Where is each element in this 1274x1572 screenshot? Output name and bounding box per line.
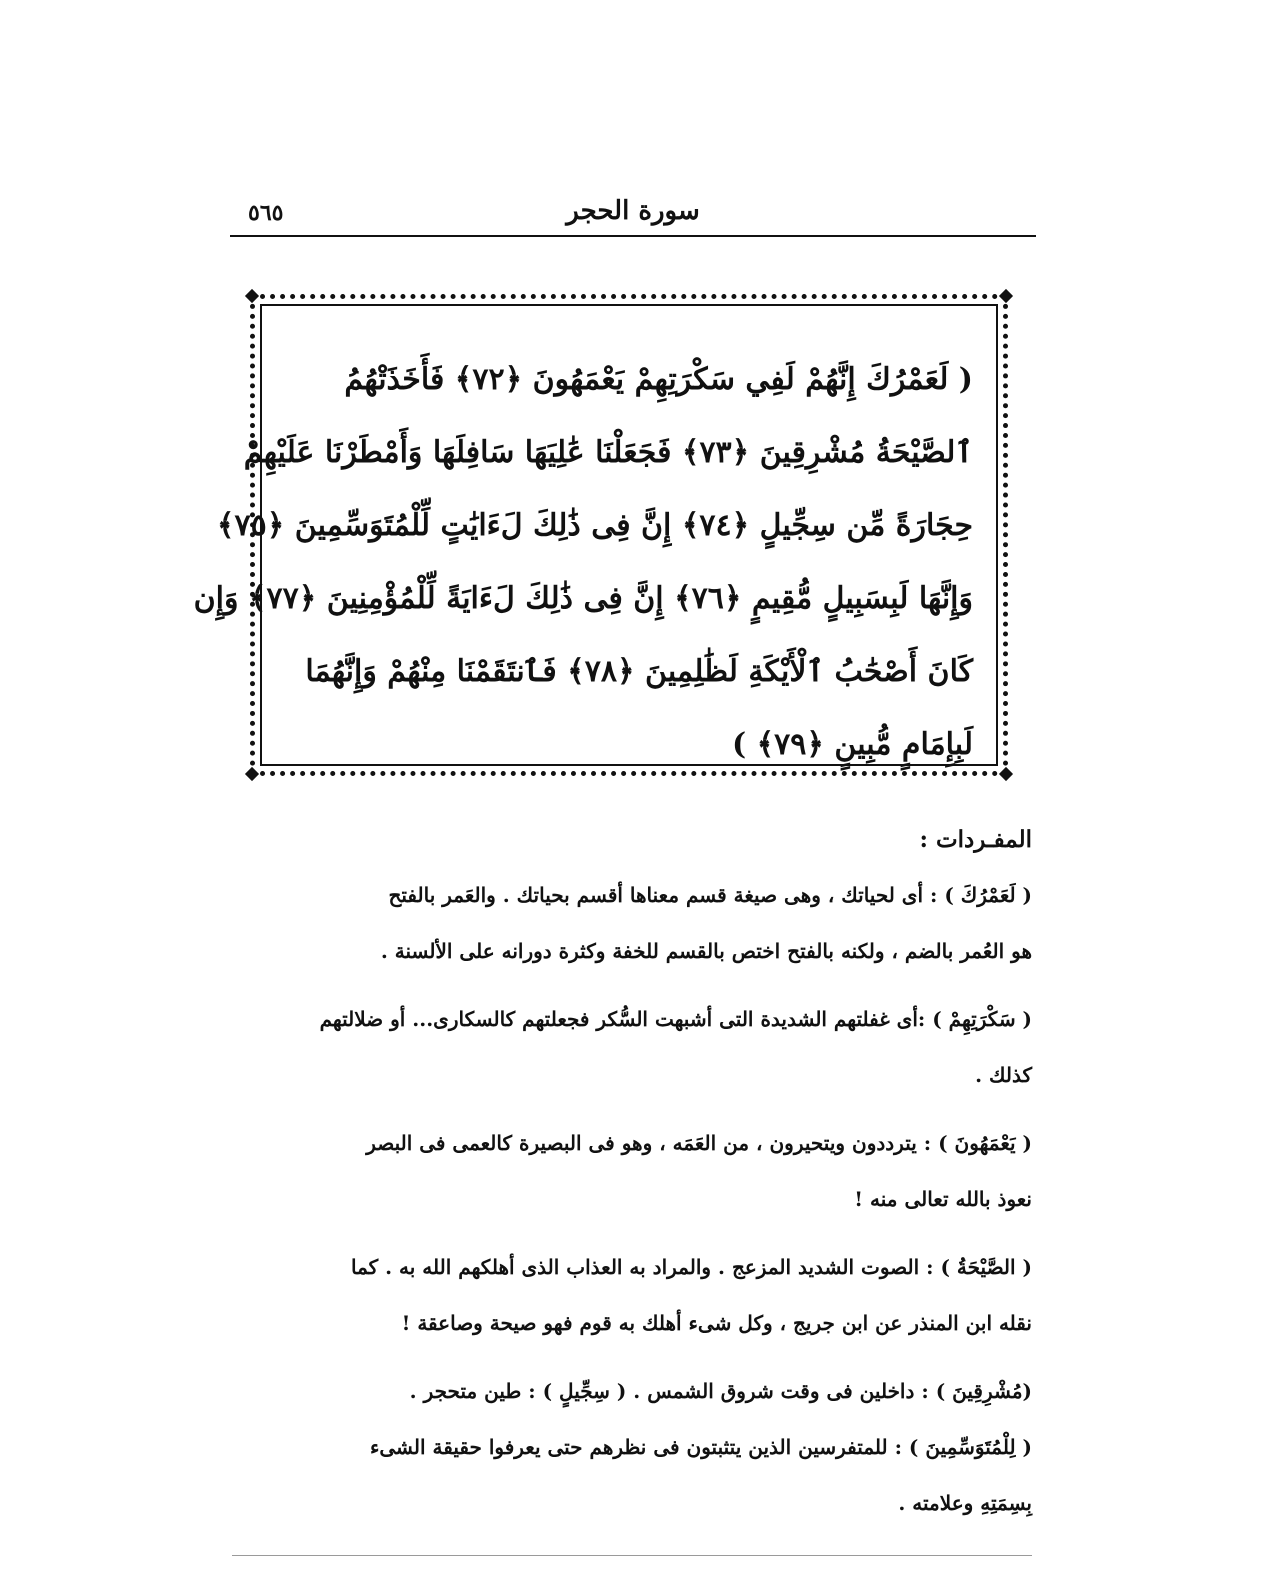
- verse-line: ٱلصَّيْحَةُ مُشْرِقِينَ ﴿٧٣﴾ فَجَعَلْنَا عَٰلِيَهَا سَافِلَهَا وَأَمْطَرْنَا عَلَيْهِمْ: [243, 435, 973, 470]
- glossary-line: ( لَعَمْرُكَ ) : أى لحياتك ، وهى صيغة قسم معناها أقسم بحياتك . والعَمر بالفتح: [388, 883, 1032, 907]
- verse-line: ( لَعَمْرُكَ إِنَّهُمْ لَفِي سَكْرَتِهِمْ يَعْمَهُونَ ﴿٧٢﴾ فَأَخَذَتْهُمُ: [344, 362, 973, 397]
- frame-corner-ornament: [245, 767, 259, 781]
- glossary-line: ( سَكْرَتِهِمْ ) :أى غفلتهم الشديدة التى أشبهت السُّكر فجعلتهم كالسكارى... أو ضلالتهم: [319, 1007, 1032, 1031]
- verse-line: وَإِنَّهَا لَبِسَبِيلٍ مُّقِيمٍ ﴿٧٦﴾ إِنَّ فِى ذَٰلِكَ لَءَايَةً لِّلْمُؤْمِنِينَ ﴿٧٧﴾ وَإِن: [193, 581, 973, 616]
- glossary-line: بِسِمَتِهِ وعلامته .: [898, 1491, 1032, 1515]
- frame-corner-ornament: [245, 289, 259, 303]
- glossary-line: (مُشْرِقِينَ ) : داخلين فى وقت شروق الشمس . ( سِجِّيلٍ ) : طين متحجر .: [409, 1379, 1032, 1403]
- glossary-entry: [222, 1115, 1032, 1227]
- verse-frame: [193, 294, 1008, 776]
- verse-line: حِجَارَةً مِّن سِجِّيلٍ ﴿٧٤﴾ إِنَّ فِى ذَٰلِكَ لَءَايَٰتٍ لِّلْمُتَوَسِّمِينَ ﴿٧٥﴾: [216, 508, 973, 543]
- verse-text: [193, 343, 973, 781]
- page-header: [230, 196, 1036, 232]
- glossary-entry: [222, 991, 1032, 1103]
- glossary-line: ( الصَّيْحَةُ ) : الصوت الشديد المزعج . والمراد به العذاب الذى أهلكهم الله به . كما: [350, 1255, 1032, 1279]
- frame-corner-ornament: [999, 767, 1013, 781]
- glossary-line: هو العُمر بالضم ، ولكنه بالفتح اختص بالقسم للخفة وكثرة دورانه على الألسنة .: [380, 939, 1032, 963]
- glossary-line: نعوذ بالله تعالى منه !: [854, 1187, 1032, 1211]
- glossary-line: كذلك .: [975, 1063, 1032, 1087]
- header-rule: [230, 235, 1036, 237]
- glossary-line: ( يَعْمَهُونَ ) : يترددون ويتحيرون ، من العَمَه ، وهو فى البصيرة كالعمى فى البصر: [366, 1131, 1032, 1155]
- glossary-entry: [222, 1239, 1032, 1351]
- glossary-heading: المفـردات :: [919, 826, 1032, 853]
- glossary-entry: [222, 867, 1032, 979]
- glossary-entry: [222, 1363, 1032, 1419]
- page-number: ٥٦٥: [248, 200, 284, 226]
- glossary-section: [222, 826, 1032, 1543]
- verse-line: كَانَ أَصْحَٰبُ ٱلْأَيْكَةِ لَظَٰلِمِينَ ﴿٧٨﴾ فَٱنتَقَمْنَا مِنْهُمْ وَإِنَّهُمَا: [305, 654, 973, 689]
- surah-title: سورة الحجر: [566, 196, 700, 226]
- glossary-line: ( لِلْمُتَوَسِّمِينَ ) : للمتفرسين الذين يتثبتون فى نظرهم حتى يعرفوا حقيقة الشىء: [369, 1435, 1032, 1459]
- glossary-entry: [222, 1419, 1032, 1531]
- verse-line: لَبِإِمَامٍ مُّبِينٍ ﴿٧٩﴾ ): [731, 727, 973, 762]
- glossary-line: نقله ابن المنذر عن ابن جريج ، وكل شىء أهلك به قوم فهو صيحة وصاعقة !: [401, 1311, 1032, 1335]
- frame-corner-ornament: [999, 289, 1013, 303]
- page-bottom-rule: [232, 1555, 1032, 1556]
